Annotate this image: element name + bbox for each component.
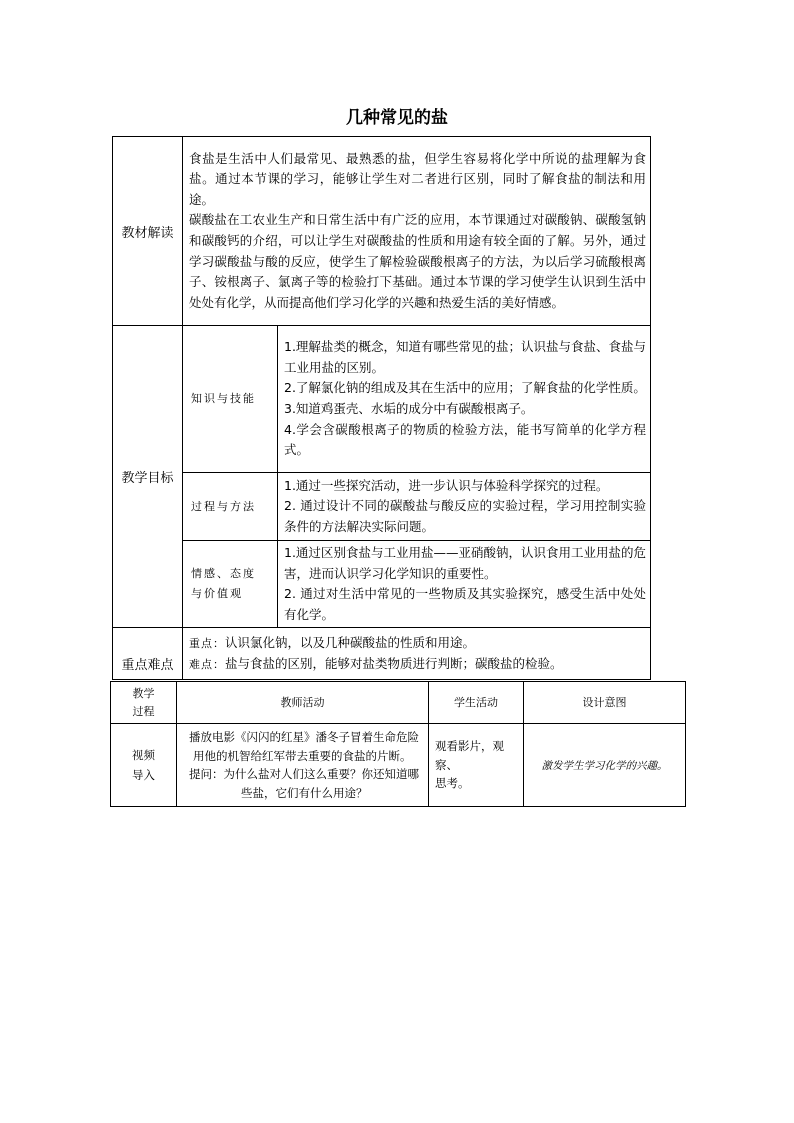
process-cell-line1: 视频 xyxy=(132,748,155,762)
nandian-text: 盐与食盐的区别，能够对盐类物质进行判断；碳酸盐的检验。 xyxy=(225,655,563,671)
qinggan-label-line1: 情感、态度 xyxy=(191,567,256,581)
table-row xyxy=(113,137,651,326)
design-header: 设计意图 xyxy=(524,682,686,724)
student-header: 学生活动 xyxy=(429,682,524,724)
table-row xyxy=(111,724,686,807)
process-header xyxy=(111,682,177,724)
zhishi-label: 知识与技能 xyxy=(183,326,278,473)
jiaocai-paragraph-1: 食盐是生活中人们最常见、最熟悉的盐，但学生容易将化学中所说的盐理解为食盐。通过本节课的学习，能够让学生对二者进行区别，同时了解食盐的制法和用途。 xyxy=(189,150,647,207)
teaching-process-table xyxy=(110,681,686,807)
jiaocai-content xyxy=(183,137,651,326)
table-row xyxy=(113,541,651,628)
mubiao-label: 教学目标 xyxy=(113,326,183,628)
zhishi-content xyxy=(278,326,651,473)
zhongnan-content xyxy=(183,628,651,680)
process-cell xyxy=(111,724,177,807)
teacher-header: 教师活动 xyxy=(177,682,429,724)
qinggan-content xyxy=(278,541,651,628)
table-header-row xyxy=(111,682,686,724)
jiaocai-label: 教材解读 xyxy=(113,137,183,326)
table-row xyxy=(113,628,651,680)
qinggan-label xyxy=(183,541,278,628)
design-cell: 激发学生学习化学的兴趣。 xyxy=(524,724,686,807)
nandian-tag: 难点： xyxy=(189,657,225,671)
qinggan-label-line2: 与价值观 xyxy=(191,587,243,601)
list-item: 4.学会含碳酸根离子的物质的检验方法，能书写简单的化学方程式。 xyxy=(284,421,647,458)
list-item: 2. 通过设计不同的碳酸盐与酸反应的实验过程，学习用控制实验条件的方法解决实际问题。 xyxy=(284,498,647,534)
list-item: 2.了解氯化钠的组成及其在生活中的应用；了解食盐的化学性质。 xyxy=(284,380,646,396)
list-item: 1.通过区别食盐与工业用盐——亚硝酸钠，认识食用工业用盐的危害，进而认识学习化学知识的重要性。 xyxy=(284,545,647,581)
table-row xyxy=(113,473,651,541)
list-item: 1.通过一些探究活动，进一步认识与体验科学探究的过程。 xyxy=(284,477,609,493)
page-title: 几种常见的盐 xyxy=(346,108,448,128)
student-line: 思考。 xyxy=(435,776,470,791)
list-item: 1.理解盐类的概念，知道有哪些常见的盐；认识盐与食盐、食盐与工业用盐的区别。 xyxy=(284,339,647,375)
guocheng-content xyxy=(278,473,651,541)
guocheng-label: 过程与方法 xyxy=(183,473,278,541)
teacher-line: 播放电影《闪闪的红星》潘冬子冒着生命危险 xyxy=(189,730,419,744)
teacher-line: 些盐，它们有什么用途？ xyxy=(241,785,368,800)
list-item: 2. 通过对生活中常见的一些物质及其实验探究，感受生活中处处有化学。 xyxy=(284,586,647,622)
jiaocai-paragraph-2: 碳酸盐在工农业生产和日常生活中有广泛的应用，本节课通过对碳酸钠、碳酸氢钠和碳酸钙的介绍，可以让学生对碳酸盐的性质和用途有较全面的了解。另外，通过学习碳酸盐与酸的反应，使学生了解检验碳酸根离子的方法，为以后学习硫酸根离子、铵根离子、氯离子等的检验打下基础。通过本节课的学习使学生认识到生活中处处有化学，从而提高他们学习化学的兴趣和热爱生活的美好情感。 xyxy=(189,212,647,310)
zhongdian-line xyxy=(189,633,646,654)
zhongdian-tag: 重点： xyxy=(189,636,225,650)
process-header-line2: 过程 xyxy=(132,704,155,718)
list-item: 3.知道鸡蛋壳、水垢的成分中有碳酸根离子。 xyxy=(284,401,534,416)
teacher-cell xyxy=(177,724,429,807)
nandian-line xyxy=(189,654,646,675)
zhongnan-label: 重点难点 xyxy=(113,628,183,680)
teacher-line: 用他的机智给红军带去重要的食盐的片断。 xyxy=(193,748,412,763)
lesson-overview-table xyxy=(112,136,651,680)
student-line: 观看影片，观察、 xyxy=(435,739,504,772)
zhongdian-text: 认识氯化钠，以及几种碳酸盐的性质和用途。 xyxy=(225,634,476,650)
table-row xyxy=(113,326,651,473)
process-cell-line2: 导入 xyxy=(132,768,155,782)
process-header-line1: 教学 xyxy=(132,686,155,700)
student-cell xyxy=(429,724,524,807)
teacher-line: 提问：为什么盐对人们这么重要？你还知道哪 xyxy=(189,767,419,781)
